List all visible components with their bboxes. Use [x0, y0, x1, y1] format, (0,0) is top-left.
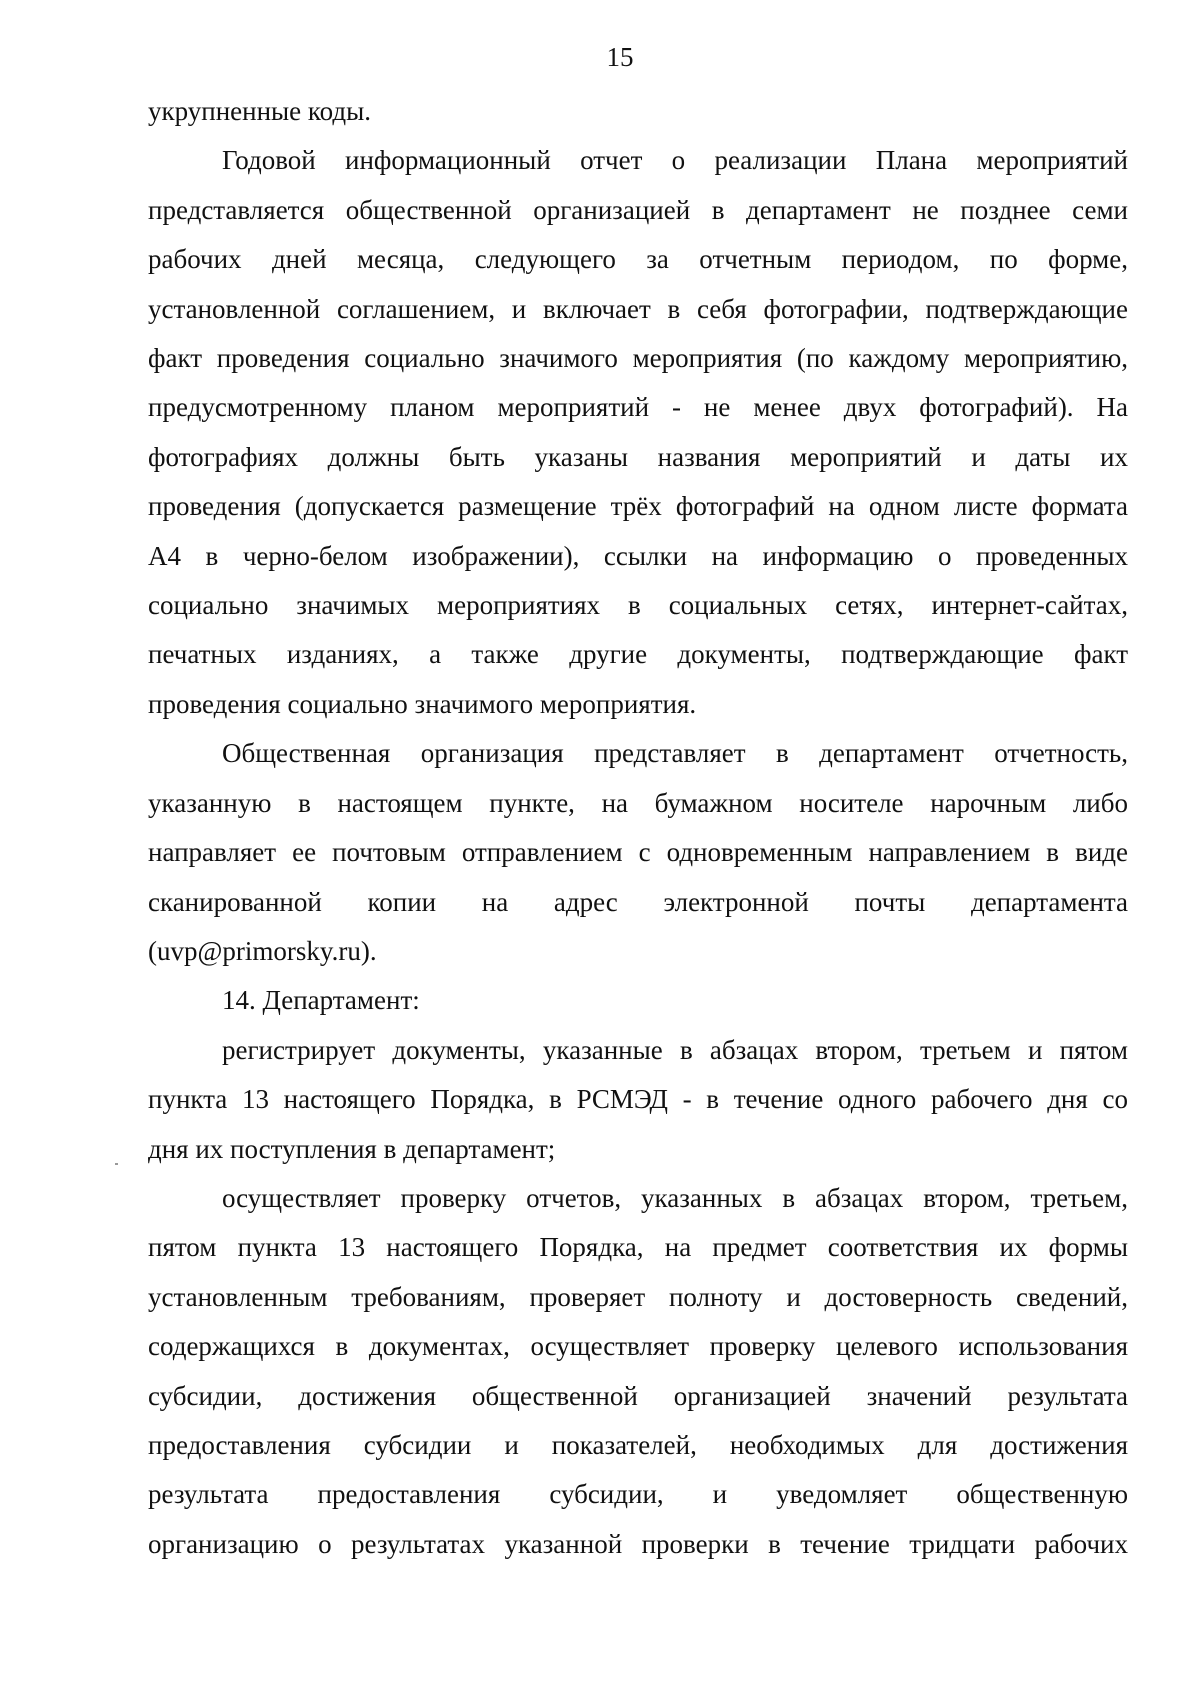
text-line: (uvp@primorsky.ru).	[148, 935, 377, 966]
paragraph	[148, 1174, 1128, 1569]
text-line: Годовой информационный отчет о реализации Плана мероприятий	[222, 145, 1128, 176]
text-line: предусмотренному планом мероприятий - не менее двух фотографий). На	[148, 392, 1128, 423]
margin-mark	[115, 1163, 118, 1165]
paragraph	[148, 1026, 1128, 1174]
text-line: фотографиях должны быть указаны названия мероприятий и даты их	[148, 441, 1128, 472]
text-line: социально значимых мероприятиях в социальных сетях, интернет-сайтах,	[148, 590, 1128, 621]
page-number: 15	[606, 42, 634, 72]
text-line: предоставления субсидии и показателей, необходимых для достижения	[148, 1429, 1128, 1460]
text-line: проведения социально значимого мероприятия.	[148, 688, 697, 719]
text-line: регистрирует документы, указанные в абзацах втором, третьем и пятом	[222, 1034, 1128, 1065]
paragraph	[148, 729, 1128, 976]
text-line: направляет ее почтовым отправлением с одновременным направлением в виде	[148, 837, 1128, 868]
text-line: пункта 13 настоящего Порядка, в РСМЭД - в течение одного рабочего дня со	[148, 1084, 1128, 1115]
text-line: организацию о результатах указанной проверки в течение тридцати рабочих	[148, 1528, 1128, 1559]
text-line: дня их поступления в департамент;	[148, 1133, 556, 1164]
text-line: рабочих дней месяца, следующего за отчетным периодом, по форме,	[148, 244, 1128, 275]
text-line: указанную в настоящем пункте, на бумажном носителе нарочным либо	[148, 787, 1128, 818]
text-line: факт проведения социально значимого мероприятия (по каждому мероприятию,	[148, 343, 1128, 374]
paragraph	[148, 87, 1128, 136]
text-line: 14. Департамент:	[222, 985, 420, 1016]
text-line: представляется общественной организацией в департамент не позднее семи	[148, 194, 1128, 225]
document-body	[148, 87, 1128, 1569]
text-line: осуществляет проверку отчетов, указанных в абзацах втором, третьем,	[222, 1182, 1128, 1213]
text-line: Общественная организация представляет в департамент отчетность,	[222, 738, 1128, 769]
text-line: установленной соглашением, и включает в себя фотографии, подтверждающие	[148, 293, 1128, 324]
text-line: содержащихся в документах, осуществляет проверку целевого использования	[148, 1331, 1128, 1362]
text-line: результата предоставления субсидии, и уведомляет общественную	[148, 1479, 1128, 1510]
text-line: установленным требованиям, проверяет полноту и достоверность сведений,	[148, 1281, 1128, 1312]
text-line: пятом пункта 13 настоящего Порядка, на предмет соответствия их формы	[148, 1232, 1128, 1263]
text-line: проведения (допускается размещение трёх фотографий на одном листе формата	[148, 491, 1128, 522]
text-line: А4 в черно-белом изображении), ссылки на информацию о проведенных	[148, 540, 1128, 571]
paragraph	[148, 976, 1128, 1025]
text-line: укрупненные коды.	[148, 96, 372, 126]
text-line: сканированной копии на адрес электронной почты департамента	[148, 886, 1128, 917]
text-line: печатных изданиях, а также другие документы, подтверждающие факт	[148, 639, 1128, 670]
text-line: субсидии, достижения общественной организацией значений результата	[148, 1380, 1128, 1411]
paragraph	[148, 136, 1128, 729]
